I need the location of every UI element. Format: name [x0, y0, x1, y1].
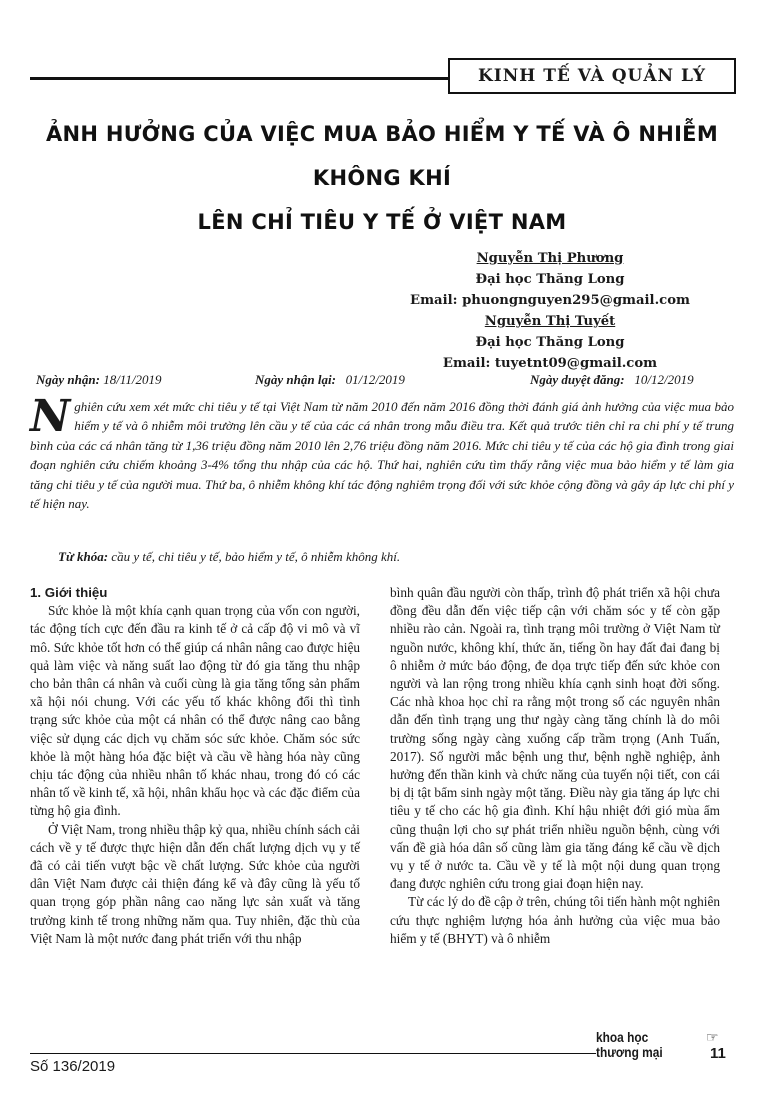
keywords-label: Từ khóa:	[58, 549, 109, 564]
page-number: 11	[710, 1045, 726, 1062]
brand-line-2: thương mại	[596, 1044, 663, 1060]
brand-line-1: khoa học	[596, 1029, 649, 1045]
issue-number: Số 136/2019	[30, 1058, 116, 1075]
date-accepted-value: 10/12/2019	[634, 372, 694, 387]
header-rule	[30, 77, 450, 80]
abstract-text: ghiên cứu xem xét mức chi tiêu y tế tại Việt Nam từ năm 2010 đến năm 2016 đồng thời đánh giá ảnh hưởng của việc mua bảo hiểm y tế và ô nhiễm môi trường lên cầu y tế của các cá nhân trong mẫu điều tra. Kết quả trước tiên chỉ ra chi phí y tế trung bình của các cá nhân tăng từ 1,36 triệu đồng năm 2010 lên 2,76 triệu đồng năm 2016. Mức chi tiêu y tế của các hộ gia đình trong giai đoạn nghiên cứu chiếm khoảng 3-4% tổng thu nhập của các hộ. Thứ hai, nghiên cứu tìm thấy rằng việc mua bảo hiểm y tế làm gia tăng chi tiêu y tế của người mua. Thứ ba, ô nhiễm không khí tác động nghiêm trọng đối với sức khỏe cộng đồng và gây áp lực chi phí y tế hiện nay.	[30, 399, 734, 512]
date-revised	[255, 372, 405, 388]
section-heading: 1. Giới thiệu	[30, 585, 108, 600]
date-received-value: 18/11/2019	[103, 372, 162, 387]
article-title	[30, 112, 734, 244]
body-paragraph: Ở Việt Nam, trong nhiều thập kỷ qua, nhiều chính sách cải cách về y tế được thực hiện dẫn đến chất lượng dịch vụ y tế đã có cải tiến vượt bậc về chất lượng. Sức khỏe của người dân Việt Nam được cải thiện đáng kể và đây cũng là yếu tố quan trọng góp phần nâng cao năng lực sản xuất và tăng trưởng kinh tế trong những năm qua. Tuy nhiên, đặc thù của Việt Nam là một nước đang phát triển với thu nhập	[30, 821, 360, 946]
abstract	[30, 391, 734, 513]
title-line-1: ẢNH HƯỞNG CỦA VIỆC MUA BẢO HIỂM Y TẾ VÀ Ô NHIỄM KHÔNG KHÍ	[45, 122, 719, 190]
section-label	[448, 58, 736, 94]
author-name-2: Nguyễn Thị Tuyết	[484, 314, 616, 329]
pointing-hand-icon: ☞	[706, 1031, 719, 1046]
section-label-text: KINH TẾ VÀ QUẢN LÝ	[477, 66, 707, 86]
date-revised-label: Ngày nhận lại:	[255, 372, 336, 387]
author-affiliation-1: Đại học Thăng Long	[475, 272, 625, 287]
body-paragraph: Từ các lý do đề cập ở trên, chúng tôi tiến hành một nghiên cứu thực nghiệm lượng hóa ảnh hưởng của việc mua bảo hiểm y tế (BHYT) và ô nhiễm	[390, 894, 720, 946]
journal-brand	[596, 1030, 681, 1060]
date-accepted-label: Ngày duyệt đăng:	[530, 372, 625, 387]
title-line-2: LÊN CHỈ TIÊU Y TẾ Ở VIỆT NAM	[197, 210, 567, 234]
date-revised-value: 01/12/2019	[345, 372, 405, 387]
body-paragraph: Sức khỏe là một khía cạnh quan trọng của vốn con người, tác động tích cực đến đầu ra kinh tế ở cả cấp độ vi mô và vĩ mô. Sức khỏe tốt hơn có thể giúp cá nhân nâng cao được hiệu quả làm việc và năng suất lao động từ đó gia tăng thu nhập cho bản thân cá nhân và cuối cùng là gia tăng tổng sản phẩm xã hội nói chung. Với các yếu tố khác không đổi thì tình trạng sức khỏe của một cá nhân có thể được nâng cao bằng việc sử dụng các dịch vụ chăm sóc sức khỏe. Chăm sóc sức khỏe là một hàng hóa đặc biệt và cầu về hàng hóa này cũng chịu tác động của nhiều nhân tố khác nhau, trong đó có các nhân tố về kinh tế, xã hội, nhân khẩu học và các đặc điểm của từng hộ gia đình.	[30, 603, 360, 819]
body-paragraph: bình quân đầu người còn thấp, trình độ phát triển xã hội chưa đồng đều dẫn đến việc tiếp cận với chăm sóc y tế còn gặp nhiều rào cản. Ngoài ra, tình trạng môi trường ở Việt Nam từ nguồn nước, không khí, thức ăn, tiếng ồn hay đất đai đang bị ô nhiễm ở mức báo động, đe dọa trực tiếp đến sức khỏe con người và lan rộng trong nhiều khía cạnh sinh hoạt đời sống. Các nhà khoa học chỉ ra rằng một trong số các nguyên nhân dẫn đến tình trạng ung thư ngày càng tăng chính là do môi trường sống ngày càng xuống cấp trầm trọng (Anh Tuấn, 2017). Số người mắc bệnh ung thư, bệnh nghề nghiệp, ảnh hưởng đến thần kinh và chức năng của tuyến nội tiết, con cái bị dị tật bẩm sinh ngày một tăng. Điều này gia tăng áp lực chi tiêu y tế cho các hộ gia đình. Khí hậu nhiệt đới gió mùa ẩm cũng thuận lợi cho sự phát triển nhiều nguồn bệnh, cùng với vấn đề già hóa dân số cũng làm gia tăng đáng kể cầu về dịch vụ y tế ở nước ta. Cầu về y tế là một nội dung quan trọng đang được nghiên cứu trong giai đoạn hiện nay.	[390, 585, 720, 892]
author-name-1: Nguyễn Thị Phương	[476, 251, 624, 266]
author-email-1: Email: phuongnguyen295@gmail.com	[410, 293, 690, 308]
body-column-right	[390, 584, 720, 948]
abstract-dropcap: N	[30, 391, 71, 442]
author-email-2: Email: tuyetnt09@gmail.com	[442, 356, 658, 371]
author-affiliation-2: Đại học Thăng Long	[475, 335, 625, 350]
authors-block	[400, 248, 700, 374]
date-received-label: Ngày nhận:	[36, 372, 100, 387]
date-received	[36, 372, 161, 388]
footer-rule	[30, 1053, 596, 1054]
body-column-left	[30, 584, 360, 948]
date-accepted	[530, 372, 694, 388]
keywords-text: cầu y tế, chi tiêu y tế, bảo hiểm y tế, ô nhiễm không khí.	[108, 549, 401, 564]
keywords	[58, 549, 734, 565]
